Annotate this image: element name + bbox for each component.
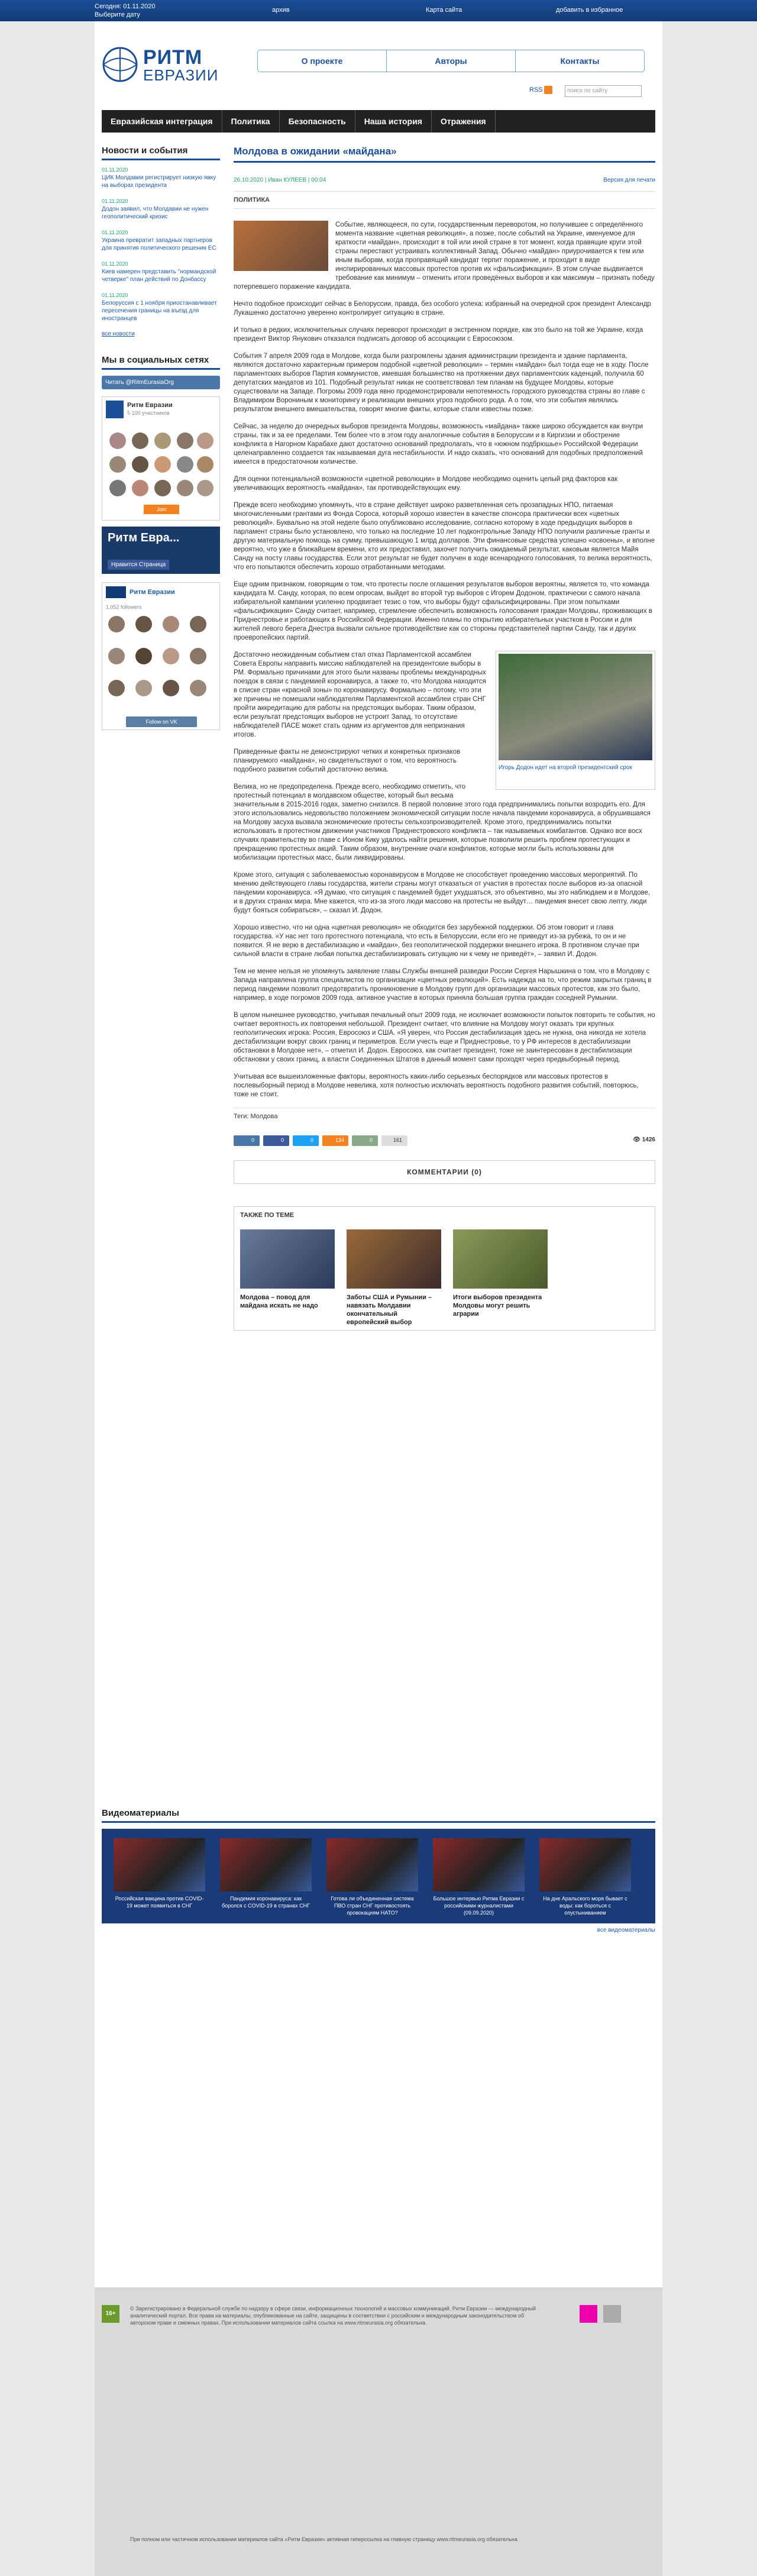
member-avatar	[197, 456, 213, 473]
sitemap-link[interactable]: Карта сайта	[426, 7, 462, 14]
article-rubric[interactable]: ПОЛИТИКА	[234, 191, 655, 209]
mail-share-button[interactable]: 0	[352, 1135, 378, 1146]
video-thumb	[114, 1838, 205, 1891]
print-version-link[interactable]: Версия для печати	[603, 177, 655, 183]
news-date: 01.11.2020	[102, 167, 128, 173]
member-avatar	[190, 680, 206, 696]
member-avatar	[132, 432, 148, 449]
page	[95, 21, 662, 2287]
nav-reflections[interactable]: Отражения	[432, 110, 496, 133]
paragraph: Нечто подобное происходит сейчас в Белоруссии, правда, без особого успеха: избранный на очередной срок президент Александр Лукашенко достаточно уверенно контролирует ситуацию в стране.	[234, 301, 651, 317]
fb-share-button[interactable]: 0	[263, 1135, 289, 1146]
related-articles	[234, 1206, 655, 1331]
video-title[interactable]: Пандемия коронавируса: как боролся с COVID-19 в странах СНГ	[222, 1896, 310, 1909]
member-avatar	[177, 456, 193, 473]
paragraph: Прежде всего необходимо упомянуть, что в стране действует широко разветвленная сеть прозападных НПО, питаемая многочисленными грантами из Фонда Сороса, который хорошо известен в качестве спонсора практически всех «цветных революций». Буквально на этой неделе было опубликовано исследование, согласно которому в ходе предыдущих выборов в парламент страны было установлено, что только на последние 10 лет подконтрольные Западу НПО получили различные гранты и другую материальную помощь на сумму, превышающую 1 млрд долларов. Эти финансовые средства успешно «освоены», и вполне вероятно, что уже в ближайшем времени, кто их предоставил, захочет получить ожидаемый результат, каковым является Майя Санду на посту главы государства. Если этот результат не будет получен в ходе всенародного голосования, то велика вероятность, что его попытаются обеспечить хорошо отработанными методами.	[234, 502, 655, 571]
join-button[interactable]: Join	[144, 505, 179, 514]
article-body	[234, 221, 655, 1099]
member-avatar	[109, 480, 126, 496]
member-avatar	[197, 480, 213, 496]
member-avatar	[135, 680, 152, 696]
member-avatar	[190, 616, 206, 632]
news-heading: Новости и события	[102, 146, 220, 160]
paragraph: Учитывая все вышеизложенные факторы, вероятность каких-либо серьезных беспорядков или массовых протестов в послевыборный период в Молдове невелика, хотя полностью исключать вероятность подобного развития событий, повторюсь, тоже не стоит.	[234, 1073, 639, 1098]
member-avatar	[135, 616, 152, 632]
member-avatar	[108, 616, 125, 632]
related-title[interactable]: Заботы США и Румынии – навязать Молдавии окончательный европейский выбор	[347, 1294, 432, 1326]
video-thumb	[326, 1838, 418, 1891]
search-input[interactable]: поиск по сайту	[565, 85, 642, 97]
paragraph: В целом нынешнее руководство, учитывая печальный опыт 2009 года, не исключает возможности попыток повторить те события, но считает вероятность их повторения небольшой. Президент считает, что влияние на Молдову могут оказать три крупных геополитических игрока: Россия, Евросоюз и США. «Я уверен, что Россия дестабилизация здесь не нужна, она никогда не хотела дестабилизации вокруг своих границ и периметров. Если учесть еще и Приднестровье, то у РФ интересов в дестабилизации обстановки в Молдове нет», – отметил И. Додон. Евросоюз, как считает президент, тоже не заинтересован в дестабилизации обстановки у своих границ, а власти Соединенных Штатов в данный момент сами проходят через предвыборный период.	[234, 1012, 655, 1063]
fb-followers: 5 100 участников	[127, 410, 170, 416]
twitter-share-button[interactable]: 0	[293, 1135, 319, 1146]
news-date: 01.11.2020	[102, 198, 128, 204]
all-videos-link[interactable]: все видеоматериалы	[597, 1927, 655, 1933]
paragraph: Еще одним признаком, говорящим о том, что протесты после оглашения результатов выборов вероятны, является то, что команда кандидата М. Санду, которая, по всем опросам, выйдет во второй тур выборов с Игорем Додоном, практически с самого начала избирательной кампании усиленно продвигает тезис о том, что выборы будут сфальсифицированы. При этом попытками «фальсификации» Санду считает, например, стремление обеспечить возможность голосования граждан Молдовы, проживающих в Приднестровье и работающих в Российской Федерации. Именно планы по открытию избирательных участков в России и для жителей левого берега Днестра вызвали сильное противодействие как со стороны представителей партии Санду, так и других проевропейских партий.	[234, 581, 652, 641]
related-item[interactable]	[347, 1229, 441, 1326]
video-item[interactable]	[220, 1838, 312, 1909]
like-page-button[interactable]: Нравится Страница	[108, 560, 169, 570]
video-thumb	[220, 1838, 312, 1891]
contacts-link[interactable]: Контакты	[560, 56, 600, 66]
member-avatar	[108, 680, 125, 696]
video-title: Ритм Евра...	[108, 531, 180, 544]
counter-icon[interactable]	[603, 2305, 621, 2323]
paragraph: Сейчас, за неделю до очередных выборов президента Молдовы, возможность «майдана» также широко обсуждается как внутри страны, так и за ее пределами. Тем более что в этом году аналогичные события в Белоруссии и в Киргизии и обострение конфликта в Нагорном Карабахе дают достаточно оснований предполагать, что в «южном подбрюшье» Российской Федерации целенаправленно создается так называемая дуга нестабильности. И надо сказать, что оснований для подобных предположений имеется в предостаточном количестве.	[234, 423, 643, 466]
video-thumb	[539, 1838, 631, 1891]
paragraph: Для оценки потенциальной возможности «цветной революции» в Молдове необходимо оценить целый ряд факторов как увеличивающих вероятность «майдана», так противодействующих ему.	[234, 476, 618, 492]
member-avatar	[154, 456, 171, 473]
member-avatar	[135, 648, 152, 664]
dodon-photo	[496, 651, 655, 790]
news-item[interactable]	[102, 229, 220, 252]
video-item[interactable]	[326, 1838, 418, 1916]
top-links	[257, 50, 645, 72]
nav-eurasian-integration[interactable]: Евразийская интеграция	[102, 110, 222, 133]
fb-widget	[102, 396, 220, 521]
video-item[interactable]	[433, 1838, 525, 1916]
sidebar	[102, 146, 220, 730]
counter-icon[interactable]	[580, 2305, 597, 2323]
paragraph: Приведенные факты не демонстрируют четких и конкретных признаков планируемого «майдана», но свидетельствуют о том, что вероятность подобного развития событий достаточно велика.	[234, 748, 461, 773]
member-avatar	[163, 680, 179, 696]
video-item[interactable]	[539, 1838, 631, 1916]
header	[95, 21, 662, 126]
vk-share-button[interactable]: 0	[234, 1135, 260, 1146]
nav-politics[interactable]: Политика	[222, 110, 280, 133]
news-title[interactable]: Додон заявил, что Молдавии не нужен геополитический кризис	[102, 206, 209, 220]
share-bar	[234, 1135, 655, 1150]
video-thumb	[433, 1838, 525, 1891]
related-image	[347, 1229, 441, 1289]
video-title[interactable]: На дне Аральского моря бывает с воды: как бороться с опустыниванием	[543, 1896, 627, 1916]
vk-widget	[102, 582, 220, 730]
social-heading: Мы в социальных сетях	[102, 355, 220, 370]
article-image	[234, 221, 328, 271]
video-title[interactable]: Готова ли объединенная система ПВО стран СНГ противостоять провокациям НАТО?	[331, 1896, 414, 1916]
about-link[interactable]: О проекте	[258, 50, 387, 72]
article-tags[interactable]: Теги: Молдова	[234, 1108, 655, 1120]
news-title[interactable]: Украина превратит западных партнеров для принятия политического решения ЕС	[102, 237, 216, 251]
video-title[interactable]: Большое интервью Ритма Евразии с российскими журналистами (09.09.2020)	[433, 1896, 525, 1916]
footer-copyright: При полном или частичном использовании материалов сайта «Ритм Евразии» активная гиперссылка на главную страницу www.ritmeurasia.org обязательна	[130, 2536, 517, 2542]
nav-history[interactable]: Наша история	[355, 110, 432, 133]
paragraph: Кроме этого, ситуация с заболеваемостью коронавирусом в Молдове не способствует проведению массовых мероприятий. По мнению действующего главы государства, жители страны могут отказаться от участия в протестах после выборов из-за опасной пандемии коронавируса. «Я думаю, что ситуация с пандемией будет ухудшаться, это объективно, мы это наблюдаем и в Молдове, и в других странах мира. Мне кажется, что из-за этого люди массово на протесты не выйдут… пандемия внесет свою лепту, люди будут бояться собираться», – сказал И. Додон.	[234, 871, 651, 914]
fb-page-video[interactable]	[102, 527, 220, 574]
paragraph: И только в редких, исключительных случаях переворот происходит в экстренном порядке, как это было на той же Украине, когда президент Виктор Янукович отказался подписать договор об ассоциации с Евросоюзом.	[234, 327, 643, 343]
photo-caption: Игорь Додон идет на второй президентский срок	[499, 764, 632, 771]
article-title: Молдова в ожидании «майдана»	[234, 146, 655, 163]
article-author[interactable]: Иван КУЛЕЕВ	[268, 177, 306, 183]
news-item[interactable]	[102, 166, 220, 189]
logo-text-1: РИТМ	[143, 46, 203, 69]
add-favorites-link[interactable]: добавить в избранное	[556, 7, 623, 14]
footer	[95, 2287, 662, 2576]
news-title[interactable]: Белоруссия с 1 ноября приостанавливает пересечения границы на въезд для иностранцев	[102, 300, 217, 322]
video-item[interactable]	[114, 1838, 205, 1909]
related-item[interactable]	[240, 1229, 335, 1310]
news-item[interactable]	[102, 292, 220, 322]
globe-icon	[102, 46, 138, 83]
member-avatar	[132, 480, 148, 496]
paragraph: Достаточно неожиданным событием стал отказ Парламентской ассамблеи Совета Европы направить миссию наблюдателей на президентские выборы в РМ. Формально причинами для этого были названы проблемы международных поездок в связи с пандемией коронавируса, а также то, что Молдова находится в списке стран «красной зоны» по коронавирусу. Формально – потому, что эти же причины не помешали наблюдателям Парламентской ассамблеи стран СНГ пройти аккредитацию для работы на предстоящих выборах. Таким образом, если результат предстоящих выборов не устроит Запад, то отсутствие наблюдателей ПАСЕ может стать одним из аргументов для непризнания итогов.	[234, 651, 486, 738]
news-title[interactable]: ЦИК Молдавии регистрирует низкую явку на выборах президента	[102, 175, 216, 189]
news-item[interactable]	[102, 260, 220, 283]
vk-followers: 1,052 followers	[106, 604, 142, 610]
fb-page-name[interactable]: Ритм Евразии	[127, 402, 173, 409]
view-count: 👁 1426	[633, 1137, 655, 1143]
video-title[interactable]: Российская вакцина против COVID-19 может появиться в СНГ	[115, 1896, 204, 1909]
paragraph: Велика, но не предопределена. Прежде всего, необходимо отметить, что протестный потенциал в молдавском обществе, который был весьма значительным в 2015-2016 годах, заметно снизился. В первой половине этого года предпринимались попытки возродить его. Для этого использовались недовольство положением экономической ситуации после начала пандемии коронавируса, а обрушившаяся на Молдову засуха вызвала экономические протесты сельхозпроизводителей. Кроме этого, предпринимались попытки использовать в протестном движении участников Приднестровского конфликта – так называемых комбатантов. Однако все восх случаях правительству во главе с Ионом Кику удалось найти решения, которые позволили решить проблем протестующих и прекращению протестных акций. Таким образом, внутренние очаги конфликтов, которые могли быть использованы для мобилизации протестных масс, были ликвидированы.	[234, 783, 651, 861]
vk-page-name[interactable]: Ритм Евразии	[130, 589, 175, 596]
videos-strip	[102, 1829, 655, 1923]
member-avatar	[190, 648, 206, 664]
rss-icon[interactable]	[544, 86, 552, 94]
article-time: 00:04	[311, 177, 326, 183]
twitter-follow-button[interactable]: Читать @RitmEurasiaOrg	[102, 376, 220, 389]
news-date: 01.11.2020	[102, 230, 128, 235]
comments-button[interactable]: КОММЕНТАРИИ (0)	[234, 1160, 655, 1184]
photo	[499, 654, 652, 760]
news-item[interactable]	[102, 198, 220, 221]
article	[234, 146, 655, 1331]
paragraph: Тем не менее нельзя не упомянуть заявление главы Службы внешней разведки России Сергея Нарышкина о том, что в Молдову с Запада направлена группа специалистов по организации «цветных революций». Есть надежда на то, что режим закрытых границ в период пандемии позволит предотвратить проникновение в Молдову групп для организации массовых протестов, как это было, например, в ходе погромов 2009 года, активное участие в которых приняла большая группа граждан соседней Румынии.	[234, 968, 652, 1002]
authors-link[interactable]: Авторы	[387, 50, 516, 72]
article-date: 26.10.2020	[234, 177, 264, 183]
other-share-button[interactable]: 161	[381, 1135, 407, 1146]
member-avatar	[197, 432, 213, 449]
member-avatar	[163, 648, 179, 664]
article-meta: 26.10.2020 | Иван КУЛЕЕВ | 00:04 Версия для печати	[234, 177, 655, 183]
paragraph: События 7 апреля 2009 года в Молдове, когда были разгромлены здания администрации президента и здание парламента, являются достаточно характерным примером подобной «цветной революции» – термин «майдан» был тогда еще не в ходу. После парламентских выборов Партия коммунистов, имевшая большинство на протяжении двух парламентских каденций, получила 60 депутатских мандатов из 101. Подобный результат никак не соответствовал тем планам на будущее Молдовы, которые существовали на Западе. Погромы 2009 года явно продемонстрировали непотемность городского руководства страны во главе с Владимиром Ворониным к мониторингу и реализации внешних угроз подобного рода. А о том, что эти события являлись результатом внешнего вмешательства, говорят многие факты, которые стали известны позже.	[234, 353, 649, 413]
top-bar	[0, 0, 757, 21]
related-title[interactable]: Итоги выборов президента Молдовы могут решить аграрии	[453, 1294, 542, 1318]
member-avatar	[177, 432, 193, 449]
fb-avatar	[106, 401, 124, 418]
member-avatar	[109, 432, 126, 449]
age-rating: 16+	[102, 2305, 119, 2323]
vk-avatar	[106, 586, 126, 598]
related-heading: ТАКЖЕ ПО ТЕМЕ	[240, 1212, 295, 1219]
news-title[interactable]: Киев намерен представить "нормандской четверке" план действий по Донбассу	[102, 269, 216, 283]
news-date: 01.11.2020	[102, 292, 128, 298]
all-news-link[interactable]: все новости	[102, 331, 135, 337]
news-date: 01.11.2020	[102, 261, 128, 267]
videos-section	[102, 1808, 655, 1933]
member-avatar	[109, 456, 126, 473]
paragraph: Событие, являющееся, по сути, государственным переворотом, но получившее с определённого момента название «цветная революция», а позже, после событий на Украине, именуемое для краткости «майдан», происходит в той или иной стране в тот момент, когда правящие круги этой страны перестают устраивать коллективный Запад. Обычно «майдан» приурочивается к тем или иным выборам, когда проправящий кандидат терпит поражение, и проходит в виде инспирированных массовых протестов против их «фальсификации». В этом случае выдвигается требование как минимум – отменить итоги проведённых выборов и как максимум – признать победу потерпевшего поражение кандидата.	[234, 221, 655, 290]
member-avatar	[108, 648, 125, 664]
logo-text-2: ЕВРАЗИИ	[143, 66, 219, 84]
rss-link[interactable]: RSS	[529, 86, 543, 93]
ok-share-button[interactable]: 134	[322, 1135, 348, 1146]
nav-security[interactable]: Безопасность	[280, 110, 355, 133]
footer-text: © Зарегистрировано в Федеральной службе по надзору в сфере связи, информационных технологий и массовых коммуникаций. Ритм Евразии — международный аналитический портал. Все права на материалы, опубликованные на сайте, защищены в соответствии с российским и международным законодательством об авторском праве и смежных правах. При использовании материалов сайта ссылка на www.ritmeurasia.org обязательна.	[130, 2306, 536, 2326]
site-logo[interactable]	[102, 44, 244, 85]
archive-link[interactable]: архив	[272, 7, 290, 14]
member-avatar	[154, 480, 171, 496]
related-image	[453, 1229, 548, 1289]
member-avatar	[177, 480, 193, 496]
member-avatar	[163, 616, 179, 632]
related-title[interactable]: Молдова – повод для майдана искать не надо	[240, 1294, 318, 1309]
main-nav	[102, 110, 655, 133]
choose-date-link[interactable]: Выберите дату	[95, 11, 140, 18]
vk-follow-button[interactable]: Follow on VK	[126, 716, 197, 727]
videos-heading: Видеоматериалы	[102, 1808, 655, 1823]
related-image	[240, 1229, 335, 1289]
member-avatar	[132, 456, 148, 473]
member-avatar	[154, 432, 171, 449]
paragraph: Хорошо известно, что ни одна «цветная революция» не обходится без зарубежной поддержки. Об этом говорит и глава государства. «У нас нет того протестного потенциала, что есть в Белоруссии, если его не приведут из-за рубежа, то он и не появится. Я не верю в дестабилизацию и «майдан», без геополитической поддержки внешнего игрока. В противном случае при сильной власти в стране любая попытка дестабилизировать ситуацию ни к чему не приведёт», – заявил И. Додон.	[234, 924, 639, 958]
related-item[interactable]	[453, 1229, 548, 1318]
today-date: Сегодня: 01.11.2020 Выберите дату	[95, 3, 156, 18]
